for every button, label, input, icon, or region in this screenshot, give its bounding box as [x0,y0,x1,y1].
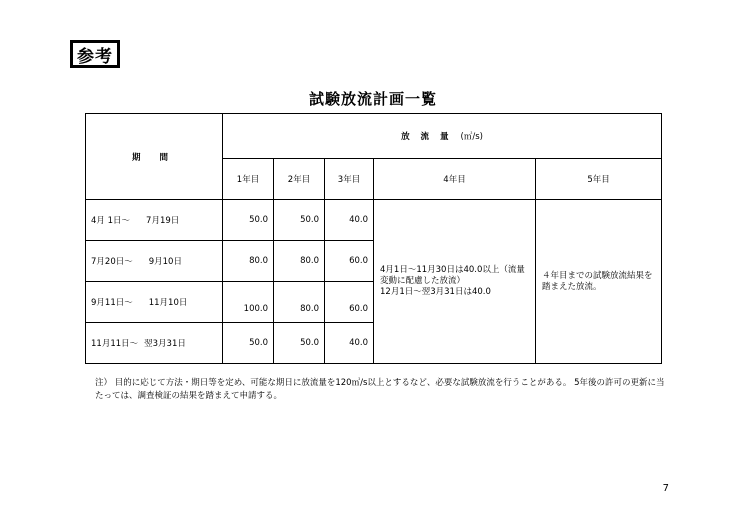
period-start: 11月11日～ [91,339,139,349]
year-5-note: ４年目までの試験放流結果を踏まえた放流。 [536,200,662,364]
footnote: 注） 目的に応じて方法・期日等を定め、可能な期日に放流量を120㎥/s以上とするなど、必要な試験放流を行うことがある。 5年後の許可の更新に当たっては、調査検証の結果を踏まえて申請する。 [95,378,665,401]
period-end: 翌3月31日 [144,339,186,349]
value-year-1: 100.0 [223,282,274,323]
value-year-2: 80.0 [274,241,325,282]
header-period: 期 間 [86,114,223,200]
table-header-row [86,114,662,159]
period-end: 9月10日 [148,257,182,267]
header-year-2: 2年目 [274,159,325,200]
period-start: 4月 1日～ [91,216,131,226]
period-start: 7月20日～ [91,257,133,267]
value-year-2: 80.0 [274,282,325,323]
header-discharge [223,114,662,159]
value-year-1: 50.0 [223,200,274,241]
value-year-1: 80.0 [223,241,274,282]
header-year-5: 5年目 [536,159,662,200]
header-discharge-unit: (㎥/s) [460,132,483,142]
page-title: 試験放流計画一覧 [308,90,437,108]
period-cell [86,282,223,323]
period-cell [86,241,223,282]
period-cell [86,200,223,241]
header-year-3: 3年目 [325,159,374,200]
header-year-1: 1年目 [223,159,274,200]
discharge-plan-table [85,113,662,364]
value-year-2: 50.0 [274,323,325,364]
value-year-3: 40.0 [325,200,374,241]
header-discharge-label: 放 流 量 [401,132,453,142]
header-year-4: 4年目 [374,159,536,200]
value-year-1: 50.0 [223,323,274,364]
period-end: 7月19日 [146,216,180,226]
value-year-3: 40.0 [325,323,374,364]
value-year-3: 60.0 [325,241,374,282]
page-number: 7 [662,483,669,494]
value-year-2: 50.0 [274,200,325,241]
reference-label: 参考 [70,40,120,68]
value-year-3: 60.0 [325,282,374,323]
year-4-note-line-1: 4月1日～11月30日は40.0以上（流量変動に配慮した放流） [380,265,525,286]
year-4-note [374,200,536,364]
table-row [86,200,662,241]
period-cell [86,323,223,364]
period-start: 9月11日～ [91,298,133,308]
year-4-note-line-2: 12月1日～翌3月31日は40.0 [380,287,491,297]
period-end: 11月10日 [148,298,188,308]
